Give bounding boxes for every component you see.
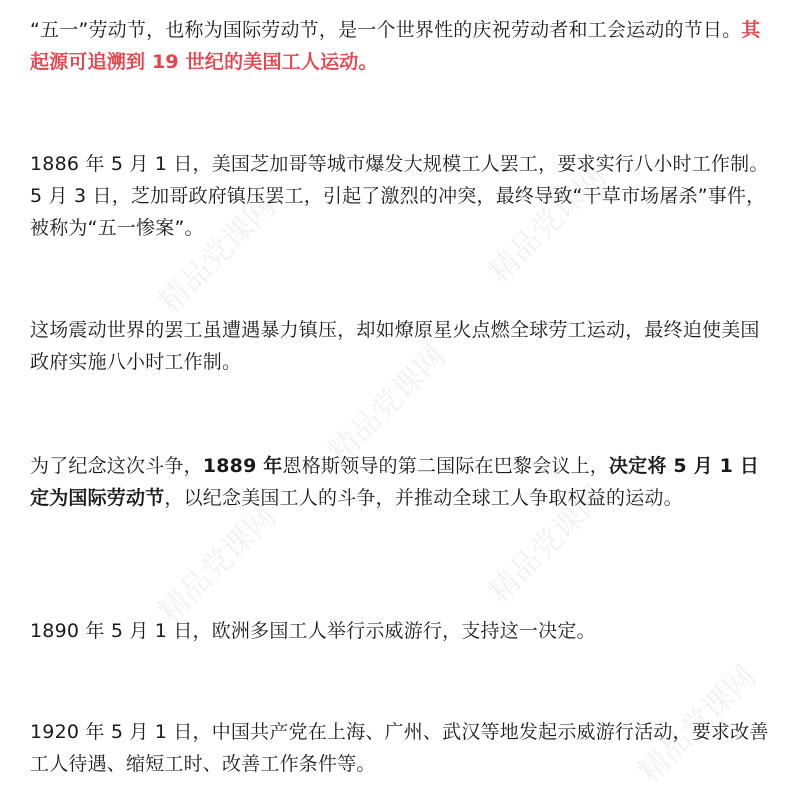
intro-highlight: 其起源可追溯到 19 世纪的美国工人运动。 <box>30 19 761 73</box>
paragraph-1886-text: 1886 年 5 月 1 日，美国芝加哥等城市爆发大规模工人罢工，要求实行八小时工作制。5 月 3 日，芝加哥政府镇压罢工，引起了激烈的冲突，最终导致“干草市场屠杀”事件，被称为“五一惨案”。 <box>30 153 769 239</box>
paragraph-1920-text: 1920 年 5 月 1 日，中国共产党在上海、广州、武汉等地发起示威游行活动，要求改善工人待遇、缩短工时、改善工作条件等。 <box>30 721 769 775</box>
paragraph-1920 <box>30 716 775 780</box>
paragraph-1890 <box>30 615 775 647</box>
paragraph-impact <box>30 314 775 378</box>
paragraph-1889-decision: 决定将 5 月 1 日定为国际劳动节 <box>30 455 760 509</box>
paragraph-intro <box>30 14 775 78</box>
watermark: 精品党课网 <box>152 189 283 320</box>
watermark: 精品党课网 <box>482 479 613 610</box>
watermark: 精品党课网 <box>482 159 613 290</box>
watermark: 精品党课网 <box>632 659 763 790</box>
watermark: 精品党课网 <box>322 339 453 470</box>
paragraph-1889-text-b: 恩格斯领导的第二国际在巴黎会议上， <box>282 455 609 477</box>
paragraph-1890-text: 1890 年 5 月 1 日，欧洲多国工人举行示威游行，支持这一决定。 <box>30 620 596 642</box>
intro-text: “五一”劳动节，也称为国际劳动节，是一个世界性的庆祝劳动者和工会运动的节日。 <box>30 19 742 41</box>
paragraph-impact-text: 这场震动世界的罢工虽遭遇暴力镇压，却如燎原星火点燃全球劳工运动，最终迫使美国政府实施八小时工作制。 <box>30 319 760 373</box>
paragraph-1889 <box>30 450 775 514</box>
paragraph-1889-year: 1889 年 <box>202 455 283 477</box>
paragraph-1889-text-c: ，以纪念美国工人的斗争，并推动全球工人争取权益的运动。 <box>164 487 683 509</box>
paragraph-1886 <box>30 148 775 244</box>
watermark: 精品党课网 <box>152 499 283 630</box>
paragraph-1889-text-a: 为了纪念这次斗争， <box>30 455 203 477</box>
